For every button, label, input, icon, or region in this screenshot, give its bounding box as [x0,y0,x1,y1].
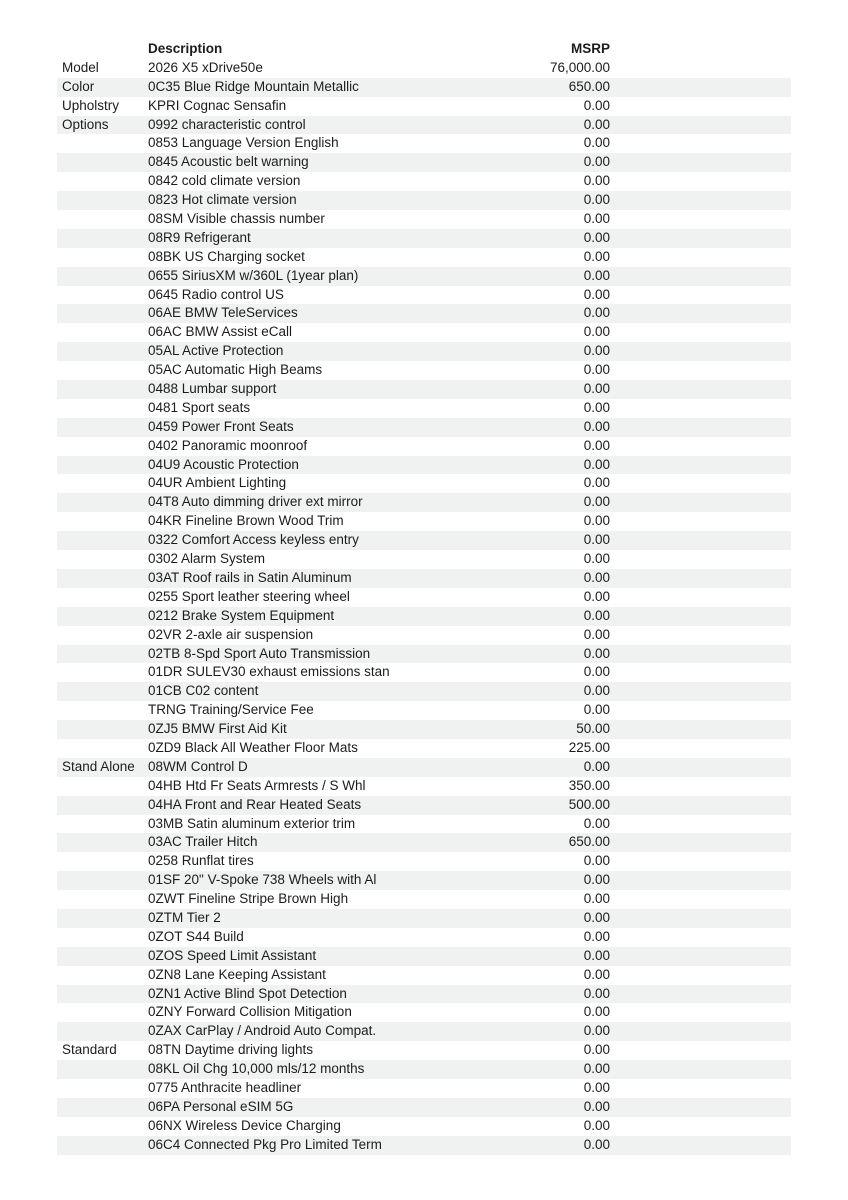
table-row [57,59,791,78]
row-msrp-cell: 50.00 [576,721,610,737]
table-row [57,153,791,172]
row-description-cell: 01SF 20" V-Spoke 738 Wheels with Al [148,872,377,888]
table-row [57,229,791,248]
table-row [57,1003,791,1022]
row-description-cell: 08BK US Charging socket [148,248,305,264]
row-msrp-cell: 0.00 [583,607,610,623]
table-row [57,210,791,229]
row-msrp-cell: 0.00 [583,1098,610,1114]
row-description-cell: 0488 Lumbar support [148,381,277,397]
row-description-cell: 06PA Personal eSIM 5G [148,1098,294,1114]
row-msrp-cell: 0.00 [583,588,610,604]
row-msrp-cell: 0.00 [583,1079,610,1095]
row-description-cell: 08TN Daytime driving lights [148,1042,314,1058]
row-msrp-cell: 0.00 [583,97,610,113]
row-description-cell: 08KL Oil Chg 10,000 mls/12 months [148,1061,365,1077]
table-row [57,512,791,531]
row-description-cell: 02VR 2-axle air suspension [148,626,314,642]
row-msrp-cell: 0.00 [583,437,610,453]
row-msrp-cell: 0.00 [583,324,610,340]
row-msrp-cell: 0.00 [583,154,610,170]
row-msrp-cell: 0.00 [583,135,610,151]
table-row [57,97,791,116]
row-description-cell: 02TB 8-Spd Sport Auto Transmission [148,645,371,661]
row-msrp-cell: 0.00 [583,1042,610,1058]
row-description-cell: 0ZTM Tier 2 [148,909,221,925]
row-msrp-cell: 0.00 [583,513,610,529]
table-row [57,1117,791,1136]
row-msrp-cell: 350.00 [568,777,610,793]
table-row [57,531,791,550]
row-msrp-cell: 0.00 [583,645,610,661]
row-description-cell: 04HA Front and Rear Heated Seats [148,796,362,812]
row-msrp-cell: 0.00 [583,399,610,415]
row-description-cell: 0992 characteristic control [148,116,306,132]
row-description-cell: 06C4 Connected Pkg Pro Limited Term [148,1136,382,1152]
row-msrp-cell: 0.00 [583,664,610,680]
row-description-cell: 0ZJ5 BMW First Aid Kit [148,721,287,737]
table-row [57,645,791,664]
row-msrp-cell: 0.00 [583,947,610,963]
row-description-cell: 03MB Satin aluminum exterior trim [148,815,356,831]
row-description-cell: 01CB C02 content [148,683,259,699]
row-msrp-cell: 0.00 [583,173,610,189]
row-msrp-cell: 0.00 [583,494,610,510]
row-description-cell: 03AT Roof rails in Satin Aluminum [148,569,352,585]
row-msrp-cell: 0.00 [583,381,610,397]
row-description-cell: 06AE BMW TeleServices [148,305,298,321]
table-row [57,720,791,739]
row-msrp-cell: 0.00 [583,116,610,132]
table-row [57,758,791,777]
table-row [57,361,791,380]
table-row [57,267,791,286]
table-row [57,1041,791,1060]
row-description-cell: 0ZN1 Active Blind Spot Detection [148,985,347,1001]
row-description-cell: 0258 Runflat tires [148,853,254,869]
row-description-cell: 04T8 Auto dimming driver ext mirror [148,494,363,510]
table-row [57,909,791,928]
row-msrp-cell: 0.00 [583,211,610,227]
table-row [57,663,791,682]
row-description-cell: 0302 Alarm System [148,551,266,567]
table-row [57,833,791,852]
table-row [57,1079,791,1098]
row-description-cell: 0ZD9 Black All Weather Floor Mats [148,739,358,755]
table-row [57,739,791,758]
row-msrp-cell: 0.00 [583,853,610,869]
row-description-cell: 0C35 Blue Ridge Mountain Metallic [148,78,359,94]
table-row [57,890,791,909]
table-row [57,985,791,1004]
row-msrp-cell: 0.00 [583,551,610,567]
table-row [57,1098,791,1117]
row-description-cell: 04HB Htd Fr Seats Armrests / S Whl [148,777,366,793]
table-row [57,474,791,493]
table-row [57,607,791,626]
header-description-cell: Description [148,41,223,56]
row-msrp-cell: 0.00 [583,1004,610,1020]
table-row [57,626,791,645]
row-description-cell: 0459 Power Front Seats [148,418,294,434]
row-msrp-cell: 0.00 [583,192,610,208]
table-row [57,871,791,890]
row-description-cell: 0ZOS Speed Limit Assistant [148,947,317,963]
vehicle-pricing-table [57,40,791,1155]
table-row [57,701,791,720]
table-row [57,493,791,512]
row-category-cell: Options [62,116,109,132]
row-description-cell: 0842 cold climate version [148,173,301,189]
table-row [57,286,791,305]
row-description-cell: TRNG Training/Service Fee [148,702,314,718]
row-description-cell: 0255 Sport leather steering wheel [148,588,350,604]
row-msrp-cell: 0.00 [583,343,610,359]
table-row [57,116,791,135]
row-description-cell: KPRI Cognac Sensafin [148,97,287,113]
table-row [57,928,791,947]
table-row [57,134,791,153]
row-msrp-cell: 0.00 [583,815,610,831]
row-msrp-cell: 0.00 [583,532,610,548]
row-msrp-cell: 0.00 [583,569,610,585]
row-msrp-cell: 76,000.00 [549,59,610,75]
row-description-cell: 05AC Automatic High Beams [148,362,323,378]
row-description-cell: 08WM Control D [148,758,248,774]
row-category-cell: Model [62,59,99,75]
row-msrp-cell: 0.00 [583,1023,610,1039]
table-row [57,437,791,456]
table-row [57,191,791,210]
table-row [57,78,791,97]
row-description-cell: 0ZOT S44 Build [148,928,244,944]
row-msrp-cell: 0.00 [583,286,610,302]
row-msrp-cell: 0.00 [583,305,610,321]
row-msrp-cell: 0.00 [583,1117,610,1133]
row-msrp-cell: 650.00 [568,78,610,94]
table-row [57,966,791,985]
table-row [57,1022,791,1041]
row-msrp-cell: 0.00 [583,418,610,434]
row-msrp-cell: 0.00 [583,362,610,378]
table-row [57,456,791,475]
row-description-cell: 0212 Brake System Equipment [148,607,335,623]
table-row [57,248,791,267]
row-description-cell: 08R9 Refrigerant [148,229,251,245]
row-msrp-cell: 0.00 [583,1061,610,1077]
row-msrp-cell: 650.00 [568,834,610,850]
row-description-cell: 0823 Hot climate version [148,192,297,208]
table-row [57,815,791,834]
row-msrp-cell: 0.00 [583,702,610,718]
table-row [57,342,791,361]
row-msrp-cell: 0.00 [583,248,610,264]
row-msrp-cell: 0.00 [583,267,610,283]
row-msrp-cell: 0.00 [583,909,610,925]
table-row [57,550,791,569]
table-row [57,418,791,437]
row-description-cell: 0ZWT Fineline Stripe Brown High [148,891,349,907]
table-row [57,304,791,323]
table-row [57,947,791,966]
row-msrp-cell: 0.00 [583,758,610,774]
row-description-cell: 2026 X5 xDrive50e [148,59,263,75]
table-row [57,172,791,191]
table-row [57,588,791,607]
row-msrp-cell: 0.00 [583,456,610,472]
row-msrp-cell: 0.00 [583,891,610,907]
row-msrp-cell: 0.00 [583,626,610,642]
row-description-cell: 0853 Language Version English [148,135,339,151]
row-msrp-cell: 225.00 [568,739,610,755]
row-description-cell: 06AC BMW Assist eCall [148,324,293,340]
row-msrp-cell: 0.00 [583,475,610,491]
row-description-cell: 0645 Radio control US [148,286,284,302]
row-description-cell: 08SM Visible chassis number [148,211,325,227]
table-header-row [57,40,791,59]
row-description-cell: 01DR SULEV30 exhaust emissions stan [148,664,390,680]
row-description-cell: 03AC Trailer Hitch [148,834,258,850]
row-category-cell: Upholstry [62,97,120,113]
row-msrp-cell: 0.00 [583,872,610,888]
row-category-cell: Stand Alone [62,758,135,774]
row-msrp-cell: 0.00 [583,229,610,245]
table-row [57,569,791,588]
row-description-cell: 0ZN8 Lane Keeping Assistant [148,966,326,982]
row-msrp-cell: 0.00 [583,928,610,944]
row-description-cell: 0775 Anthracite headliner [148,1079,302,1095]
row-description-cell: 05AL Active Protection [148,343,284,359]
row-description-cell: 0655 SiriusXM w/360L (1year plan) [148,267,359,283]
row-msrp-cell: 0.00 [583,966,610,982]
table-row [57,1136,791,1155]
row-category-cell: Color [62,78,95,94]
row-msrp-cell: 500.00 [568,796,610,812]
table-row [57,796,791,815]
row-msrp-cell: 0.00 [583,1136,610,1152]
row-description-cell: 0ZAX CarPlay / Android Auto Compat. [148,1023,377,1039]
row-category-cell: Standard [62,1042,117,1058]
table-row [57,777,791,796]
row-description-cell: 0845 Acoustic belt warning [148,154,309,170]
table-row [57,852,791,871]
row-description-cell: 0322 Comfort Access keyless entry [148,532,359,548]
table-row [57,682,791,701]
row-description-cell: 0ZNY Forward Collision Mitigation [148,1004,352,1020]
table-body [57,59,791,1155]
row-description-cell: 04KR Fineline Brown Wood Trim [148,513,344,529]
row-description-cell: 0402 Panoramic moonroof [148,437,308,453]
table-row [57,323,791,342]
row-msrp-cell: 0.00 [583,985,610,1001]
row-description-cell: 04U9 Acoustic Protection [148,456,299,472]
table-row [57,380,791,399]
row-msrp-cell: 0.00 [583,683,610,699]
header-msrp-cell: MSRP [570,41,610,56]
table-row [57,1060,791,1079]
row-description-cell: 06NX Wireless Device Charging [148,1117,341,1133]
table-row [57,399,791,418]
row-description-cell: 0481 Sport seats [148,399,251,415]
row-description-cell: 04UR Ambient Lighting [148,475,287,491]
